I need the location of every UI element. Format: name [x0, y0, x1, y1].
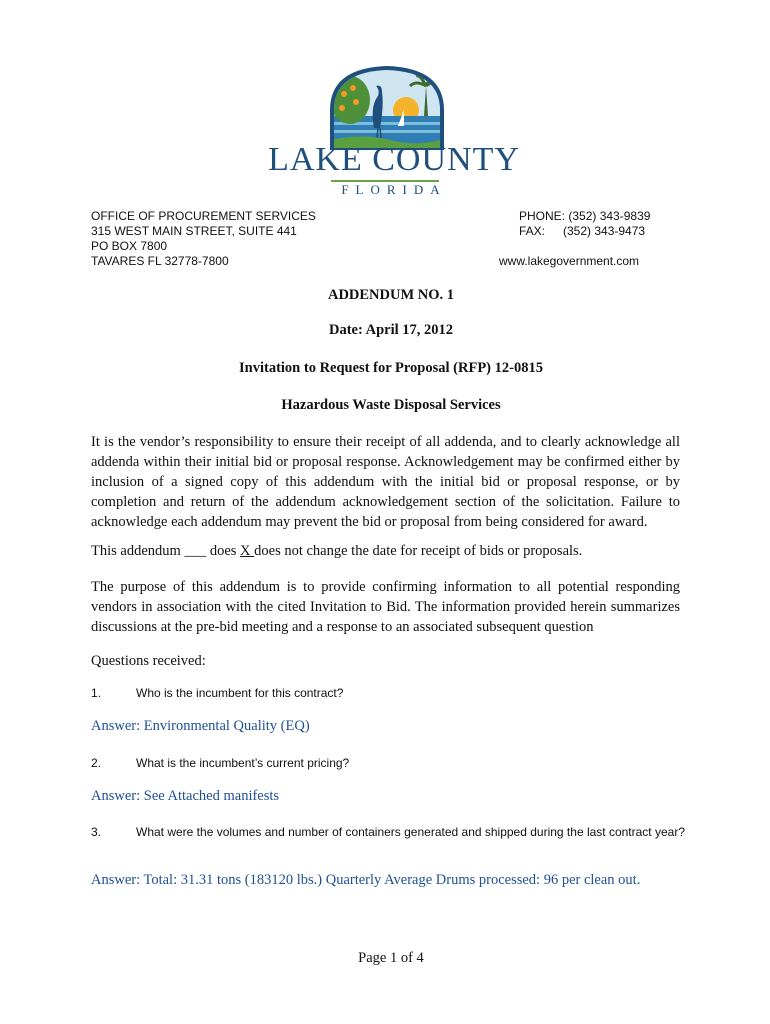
date-change-statement	[91, 541, 680, 561]
answer-text: Answer: Total: 31.31 tons (183120 lbs.) Quarterly Average Drums processed: 96 per clean out.	[91, 872, 641, 888]
question-text: What is the incumbent’s current pricing?	[136, 756, 350, 770]
rfp-title: Invitation to Request for Proposal (RFP) 12-0815	[239, 360, 543, 376]
office-pobox: PO BOX 7800	[91, 239, 168, 253]
office-name: OFFICE OF PROCUREMENT SERVICES	[91, 209, 316, 223]
fax-number: (352) 343-9473	[563, 224, 646, 238]
change-suffix: does not change the date for receipt of bids or proposals.	[254, 543, 583, 559]
purpose-paragraph: The purpose of this addendum is to provide confirming information to all potential responding vendors in association with the cited Invitation to Bid. The information provided herein summarizes discussions at the pre-bid meeting and a response to an associated subsequent question	[91, 579, 680, 635]
office-city: TAVARES FL 32778-7800	[91, 254, 229, 268]
fax-label: FAX:	[519, 224, 546, 238]
brand-state: FLORIDA	[341, 182, 447, 197]
responsibility-paragraph: It is the vendor’s responsibility to ensure their receipt of all addenda, and to clearly acknowledge all addenda within their initial bid or proposal response. Acknowledgement may be confirmed either by inclusion of a signed copy of this addendum with the initial bid or proposal response, or by completion and return of the addendum acknowledgement section of the solicitation. Failure to acknowledge each addendum may prevent the bid or proposal from being considered for award.	[91, 434, 680, 530]
change-mark: X	[240, 543, 255, 559]
addendum-date: Date: April 17, 2012	[328, 322, 454, 338]
office-street: 315 WEST MAIN STREET, SUITE 441	[91, 224, 297, 238]
phone-line	[519, 209, 650, 224]
phone-label: PHONE:	[519, 209, 566, 223]
change-prefix: This addendum	[91, 543, 181, 559]
question-number: 2.	[91, 756, 102, 770]
service-title: Hazardous Waste Disposal Services	[281, 397, 501, 413]
lake-county-logo-icon	[320, 66, 454, 150]
phone-number: (352) 343-9839	[568, 209, 651, 223]
question-text: What were the volumes and number of containers generated and shipped during the last contract year?	[136, 825, 685, 839]
page-number: Page 1 of 4	[358, 950, 424, 966]
change-does: does	[206, 543, 241, 559]
question-number: 3.	[91, 825, 102, 839]
questions-heading: Questions received:	[91, 653, 206, 669]
fax-line	[519, 224, 645, 239]
answer-text: Answer: Environmental Quality (EQ)	[91, 718, 310, 734]
answer-text: Answer: See Attached manifests	[91, 788, 280, 804]
change-blank: ___	[184, 543, 207, 559]
question-number: 1.	[91, 686, 102, 700]
office-address	[91, 209, 316, 269]
addendum-number: ADDENDUM NO. 1	[327, 287, 455, 303]
question-text: Who is the incumbent for this contract?	[136, 686, 344, 700]
website-link[interactable]: www.lakegovernment.com	[499, 254, 640, 268]
brand-name: LAKE COUNTY	[268, 141, 520, 178]
